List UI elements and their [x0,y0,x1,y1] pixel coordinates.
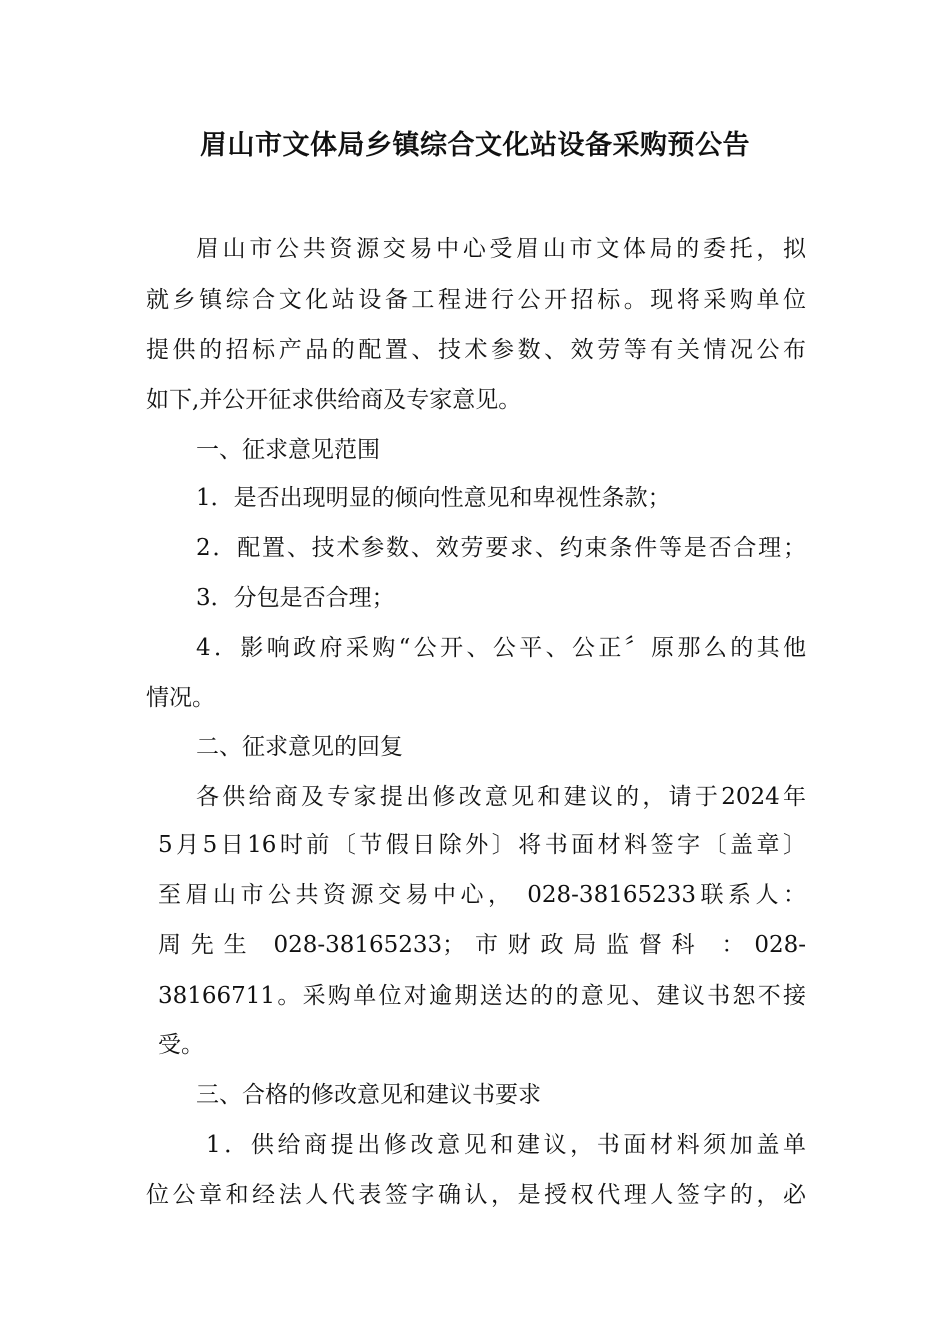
list-item: 3．分包是否合理； [196,585,395,611]
list-item: 4．影响政府采购“公开、公平、公正〞原那么的其他 [196,635,806,661]
paragraph-line: 至眉山市公共资源交易中心， 028-38165233联系人： [158,882,806,908]
paragraph-line: 情况。 [146,685,215,711]
paragraph-line: 位公章和经法人代表签字确认，是授权代理人签字的，必 [146,1182,806,1208]
paragraph-line: 周先生 028-38165233；市财政局监督科 ：028- [158,932,806,958]
paragraph-line: 38166711。采购单位对逾期送达的的意见、建议书恕不接 [158,983,806,1009]
paragraph-line: 5月5日16时前〔节假日除外〕将书面材料签字〔盖章〕 [158,832,806,858]
document-title: 眉山市文体局乡镇综合文化站设备采购预公告 [200,130,750,161]
section-heading: 二、征求意见的回复 [196,734,403,760]
section-heading: 一、征求意见范围 [196,437,380,463]
paragraph-line: 就乡镇综合文化站设备工程进行公开招标。现将采购单位 [146,287,806,313]
paragraph-line: 提供的招标产品的配置、技术参数、效劳等有关情况公布 [146,337,806,363]
list-item: 1．供给商提出修改意见和建议，书面材料须加盖单 [206,1132,806,1158]
paragraph-line: 眉山市公共资源交易中心受眉山市文体局的委托，拟 [196,236,806,262]
section-heading: 三、合格的修改意见和建议书要求 [196,1082,541,1108]
paragraph-line: 各供给商及专家提出修改意见和建议的，请于2024年 [196,784,806,810]
list-item: 1．是否出现明显的倾向性意见和卑视性条款； [196,485,671,511]
list-item: 2．配置、技术参数、效劳要求、约束条件等是否合理； [196,535,806,561]
paragraph-line: 如下,并公开征求供给商及专家意见。 [146,387,522,413]
paragraph-line: 受。 [158,1032,204,1058]
